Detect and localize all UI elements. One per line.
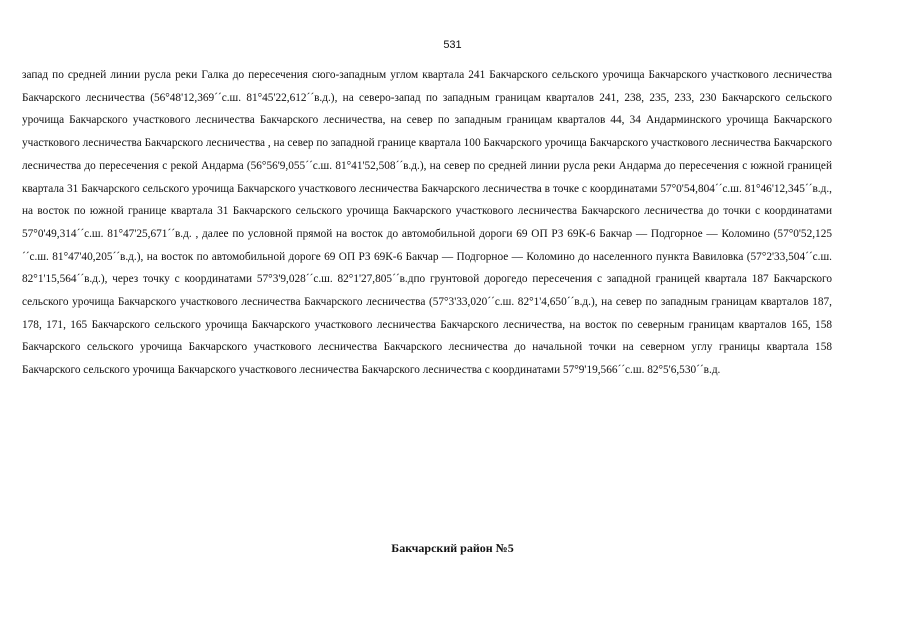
- section-title: Бакчарский район №5: [391, 541, 514, 555]
- page-number: 531: [443, 39, 462, 51]
- body-paragraph: запад по средней линии русла реки Галка до пересечения сюго-западным углом квартала 241 Бакчарского сельского урочища Бакчарского участкового лесничества Бакчарского лесничества (56°48'12,369´´с.ш. 81°45'22,612´´в.д.), на северо-запад по западным границам кварталов 241, 238, 235, 233, 230 Бакчарского сельского урочища Бакчарского участкового лесничества Бакчарского лесничества, на север по западным границам кварталов 44, 34 Андарминского урочища Бакчарского участкового лесничества Бакчарского лесничества , на север по западной границе квартала 100 Бакчарского урочища Бакчарского участкового лесничества Бакчарского лесничества до пересечения с рекой Андарма (56°56'9,055´´с.ш. 81°41'52,508´´в.д.), на север по средней линии русла реки Андарма до пересечения с южной границей квартала 31 Бакчарского сельского урочища Бакчарского участкового лесничества Бакчарского лесничества в точке с координатами 57°0'54,804´´с.ш. 81°46'12,345´´в.д., на восток по южной границе квартала 31 Бакчарского сельского урочища Бакчарского участкового лесничества Бакчарского лесничества до точки с координатами 57°0'49,314´´с.ш. 81°47'25,671´´в.д. , далее по условной прямой на восток до автомобильной дороги 69 ОП РЗ 69К-6 Бакчар — Подгорное — Коломино (57°0'52,125´´с.ш. 81°47'40,205´´в.д.), на восток по автомобильной дороге 69 ОП РЗ 69К-6 Бакчар — Подгорное — Коломино до населенного пункта Вавиловка (57°2'33,504´´с.ш. 82°1'15,564´´в.д.), через точку с координатами 57°3'9,028´´с.ш. 82°1'27,805´´в.дпо грунтовой дорогедо пересечения с западной границей квартала 187 Бакчарского сельского урочища Бакчарского участкового лесничества Бакчарского лесничества (57°3'33,020´´с.ш. 82°1'4,650´´в.д.), на север по западным границам кварталов 187, 178, 171, 165 Бакчарского сельского урочища Бакчарского участкового лесничества Бакчарского лесничества, на восток по северным границам кварталов 165, 158 Бакчарского сельского урочища Бакчарского участкового лесничества Бакчарского лесничества до начальной точки на северном углу границы квартала 158 Бакчарского сельского урочища Бакчарского участкового лесничества Бакчарского лесничества с координатами 57°9'19,566´´с.ш. 82°5'6,530´´в.д.: [22, 69, 832, 377]
